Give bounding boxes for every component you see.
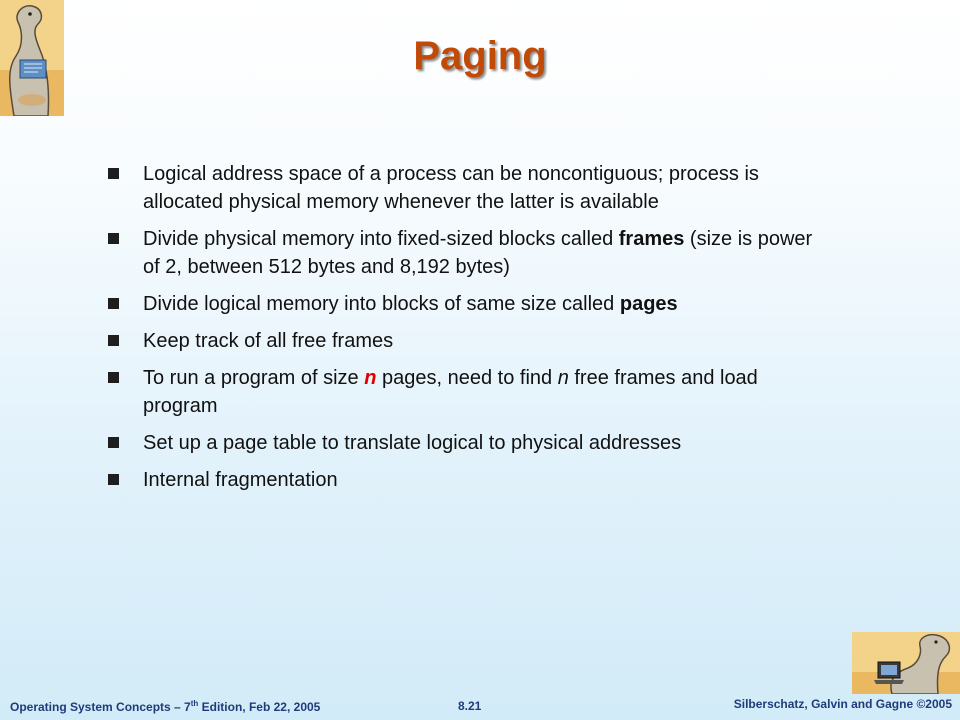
list-item	[108, 225, 828, 281]
square-bullet-icon	[108, 298, 119, 309]
bullet-text: pages, need to find	[376, 367, 558, 389]
square-bullet-icon	[108, 437, 119, 448]
bullet-text: Logical address space of a process can be noncontiguous; process is allocated physical memory whenever the latter is available	[143, 163, 759, 213]
bullet-italic: n	[557, 367, 569, 389]
list-item	[108, 429, 828, 457]
footer-authors: Silberschatz, Galvin and Gagne ©2005	[733, 697, 952, 711]
footer-text: Operating System Concepts – 7	[10, 700, 191, 714]
square-bullet-icon	[108, 474, 119, 485]
footer-text: Edition, Feb 22, 2005	[198, 700, 321, 714]
bullet-text: free frames and load program	[143, 367, 758, 417]
list-item	[108, 364, 828, 420]
square-bullet-icon	[108, 168, 119, 179]
bullet-text: To run a program of size	[143, 367, 365, 389]
dinosaur-laptop-icon	[852, 632, 960, 694]
bullet-text: Divide physical memory into fixed-sized blocks called	[143, 228, 619, 250]
slide-title: Paging	[413, 34, 547, 78]
footer-superscript: th	[190, 699, 199, 708]
bullet-list	[108, 160, 828, 503]
list-item	[108, 290, 828, 318]
bullet-text: Divide logical memory into blocks of same size called	[143, 293, 620, 315]
bullet-text: Set up a page table to translate logical to physical addresses	[143, 432, 682, 454]
list-item	[108, 466, 828, 494]
square-bullet-icon	[108, 233, 119, 244]
page-number: 8.21	[458, 699, 482, 713]
bullet-text: Keep track of all free frames	[143, 330, 394, 352]
footer-book-info	[10, 699, 320, 714]
bullet-bold-term: frames	[618, 228, 685, 250]
list-item	[108, 327, 828, 355]
bullet-text: Internal fragmentation	[143, 469, 338, 491]
square-bullet-icon	[108, 335, 119, 346]
list-item	[108, 160, 828, 216]
bullet-emphasis: n	[364, 367, 377, 389]
square-bullet-icon	[108, 372, 119, 383]
bullet-bold-term: pages	[619, 293, 678, 315]
bullet-text: (size is power of 2, between 512 bytes and 8,192 bytes)	[143, 228, 813, 278]
